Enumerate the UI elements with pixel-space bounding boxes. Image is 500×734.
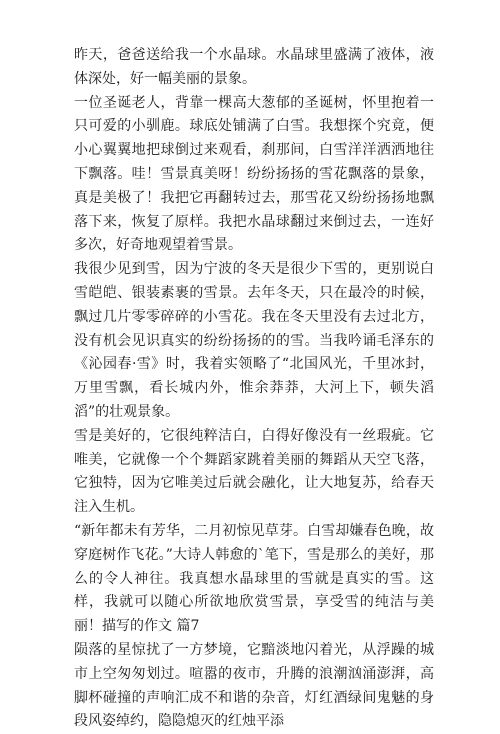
- paragraph-santa-scene: 一位圣诞老人，背靠一棵高大葱郁的圣诞树，怀里抱着一只可爱的小驯鹿。球底处铺满了白雪。我想探个究竟，便小心翼翼地把球倒过来观看，刹那间，白雪洋洋洒洒地往下飘落。哇！雪景真美呀！纷纷扬扬的雪花飘落的景象，真是美极了！我把它再翻转过去，那雪花又纷纷扬扬地飘落下来，恢复了原样。我把水晶球翻过来倒过去，一连好多次，好奇地观望着雪景。: [74, 94, 434, 254]
- paragraph-rare-snow: 我很少见到雪，因为宁波的冬天是很少下雪的，更别说白雪皑皑、银装素裹的雪景。去年冬天，只在最冷的时候，飘过几片零零碎碎的小雪花。我在冬天里没有去过北方，没有机会见识真实的纷纷扬扬的的雪。当我吟诵毛泽东的《沁园春·雪》时，我着实领略了“北国风光，千里冰封，万里雪飘，看长城内外，惟余莽莽，大河上下，顿失滔滔”的壮观景象。: [74, 261, 434, 420]
- paragraph-poem-quote: “新年都未有芳华，二月初惊见草芽。白雪却嫌春色晚，故穿庭树作飞花。”大诗人韩愈的`笔下，雪是那么的美好，那么的令人神往。我真想水晶球里的雪就是真实的雪。这样，我就可以随心所欲地欣赏雪景，享受雪的纯洁与美丽！描写的作文 篇7: [74, 522, 434, 635]
- paragraph-snow-is-beautiful: 雪是美好的，它很纯粹洁白，白得好像没有一丝瑕疵。它唯美，它就像一个个舞蹈家跳着美丽的舞蹈从天空飞落，它独特，因为它唯美过后就会融化，让大地复苏，给春天注入生机。: [74, 427, 434, 516]
- paragraph-falling-star: 陨落的星惊扰了一方梦境，它黯淡地闪着光，从浮躁的城市上空匆匆划过。喧嚣的夜市，升腾的浪潮汹涌澎湃，高脚杯碰撞的声响汇成不和谐的杂音，灯红酒绿间鬼魅的身段风姿绰约，隐隐熄灭的红烛平添: [74, 641, 434, 730]
- paragraph-crystal-ball-gift: 昨天，爸爸送给我一个水晶球。水晶球里盛满了液体，液体深处，好一幅美丽的景象。: [74, 47, 434, 87]
- essay-body: [74, 44, 434, 734]
